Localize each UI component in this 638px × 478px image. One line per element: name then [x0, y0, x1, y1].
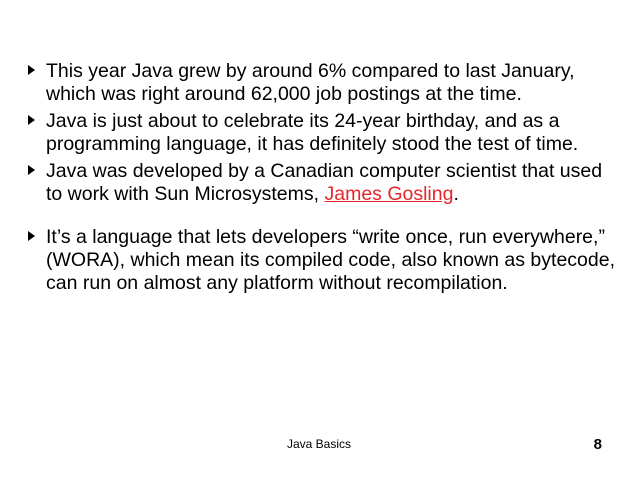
bullet-item-1	[28, 60, 618, 106]
bullet-text: This year Java grew by around 6% compared to last January, which was right around 62,000 job postings at the time.	[46, 60, 575, 105]
bullet-item-2	[28, 110, 618, 156]
bullet-item-4	[28, 226, 618, 295]
james-gosling-link[interactable]: James Gosling	[324, 183, 454, 205]
bullet-item-3	[28, 160, 618, 206]
bullet-text: Java is just about to celebrate its 24-year birthday, and as a programming language, it has definitely stood the test of time.	[46, 110, 579, 155]
bullet-text-end: .	[453, 183, 459, 205]
bullet-list	[28, 60, 618, 299]
bullet-text: Java was developed by a Canadian computer scientist that used to work with Sun Microsystems,	[46, 160, 603, 205]
triangle-bullet-icon	[28, 115, 35, 125]
triangle-bullet-icon	[28, 165, 35, 175]
bullet-text: It’s a language that lets developers “write once, run everywhere,” (WORA), which mean its compiled code, also known as bytecode, can run on almost any platform without recompilation.	[46, 226, 615, 294]
triangle-bullet-icon	[28, 231, 35, 241]
page-number: 8	[593, 436, 602, 453]
footer-title: Java Basics	[286, 437, 352, 451]
triangle-bullet-icon	[28, 65, 35, 75]
